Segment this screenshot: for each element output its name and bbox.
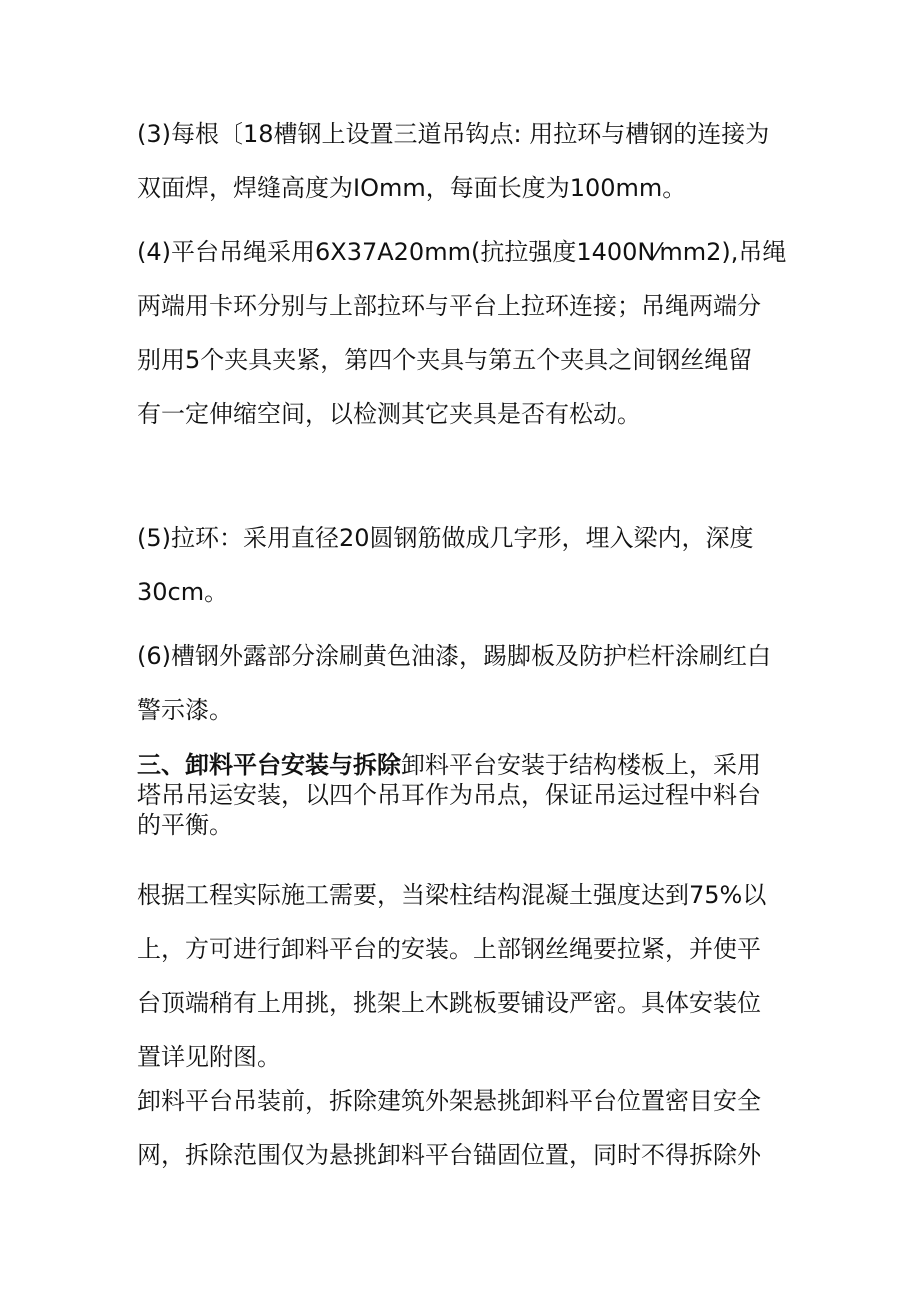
paragraph-line: 30cm。 [137, 578, 229, 606]
paragraph-line: 网，拆除范围仅为悬挑卸料平台锚固位置，同时不得拆除外 [137, 1141, 761, 1169]
section-heading: 三、卸料平台安装与拆除 [137, 751, 401, 779]
paragraph-line: 别用5个夹具夹紧，第四个夹具与第五个夹具之间钢丝绳留 [137, 346, 753, 374]
paragraph-8 [137, 1074, 797, 1182]
paragraph-5 [137, 511, 797, 619]
paragraph-line: 根据工程实际施工需要，当梁柱结构混凝土强度达到75%以 [137, 881, 767, 909]
paragraph-3 [137, 107, 797, 215]
paragraph-6 [137, 629, 797, 737]
paragraph-line: 两端用卡环分别与上部拉环与平台上拉环连接；吊绳两端分 [137, 292, 761, 320]
section-3 [137, 750, 797, 840]
paragraph-line: 警示漆。 [137, 696, 233, 724]
paragraph-line: 塔吊吊运安装，以四个吊耳作为吊点，保证吊运过程中料台 [137, 781, 761, 809]
paragraph-line: 置详见附图。 [137, 1043, 281, 1071]
paragraph-line: 台顶端稍有上用挑，挑架上木跳板要铺设严密。具体安装位 [137, 989, 761, 1017]
section-first-line-text: 卸料平台安装于结构楼板上，采用 [401, 751, 761, 779]
paragraph-line: (6)槽钢外露部分涂刷黄色油漆，踢脚板及防护栏杆涂刷红白 [137, 642, 771, 670]
paragraph-4 [137, 225, 797, 441]
paragraph-7 [137, 868, 797, 1084]
paragraph-line: 卸料平台吊装前，拆除建筑外架悬挑卸料平台位置密目安全 [137, 1087, 761, 1115]
paragraph-line: (3)每根〔18槽钢上设置三道吊钩点: 用拉环与槽钢的连接为 [137, 120, 770, 148]
paragraph-line: 的平衡。 [137, 811, 233, 839]
paragraph-line: 上，方可进行卸料平台的安装。上部钢丝绳要拉紧，并使平 [137, 935, 761, 963]
paragraph-line: (4)平台吊绳采用6X37A20mm(抗拉强度1400N⁄mm2),吊绳 [137, 238, 787, 266]
paragraph-line: (5)拉环：采用直径20圆钢筋做成几字形，埋入梁内，深度 [137, 524, 754, 552]
paragraph-line: 有一定伸缩空间，以检测其它夹具是否有松动。 [137, 400, 641, 428]
paragraph-line: 双面焊，焊缝高度为IOmm，每面长度为100mm。 [137, 174, 687, 202]
section-first-line [137, 750, 797, 780]
